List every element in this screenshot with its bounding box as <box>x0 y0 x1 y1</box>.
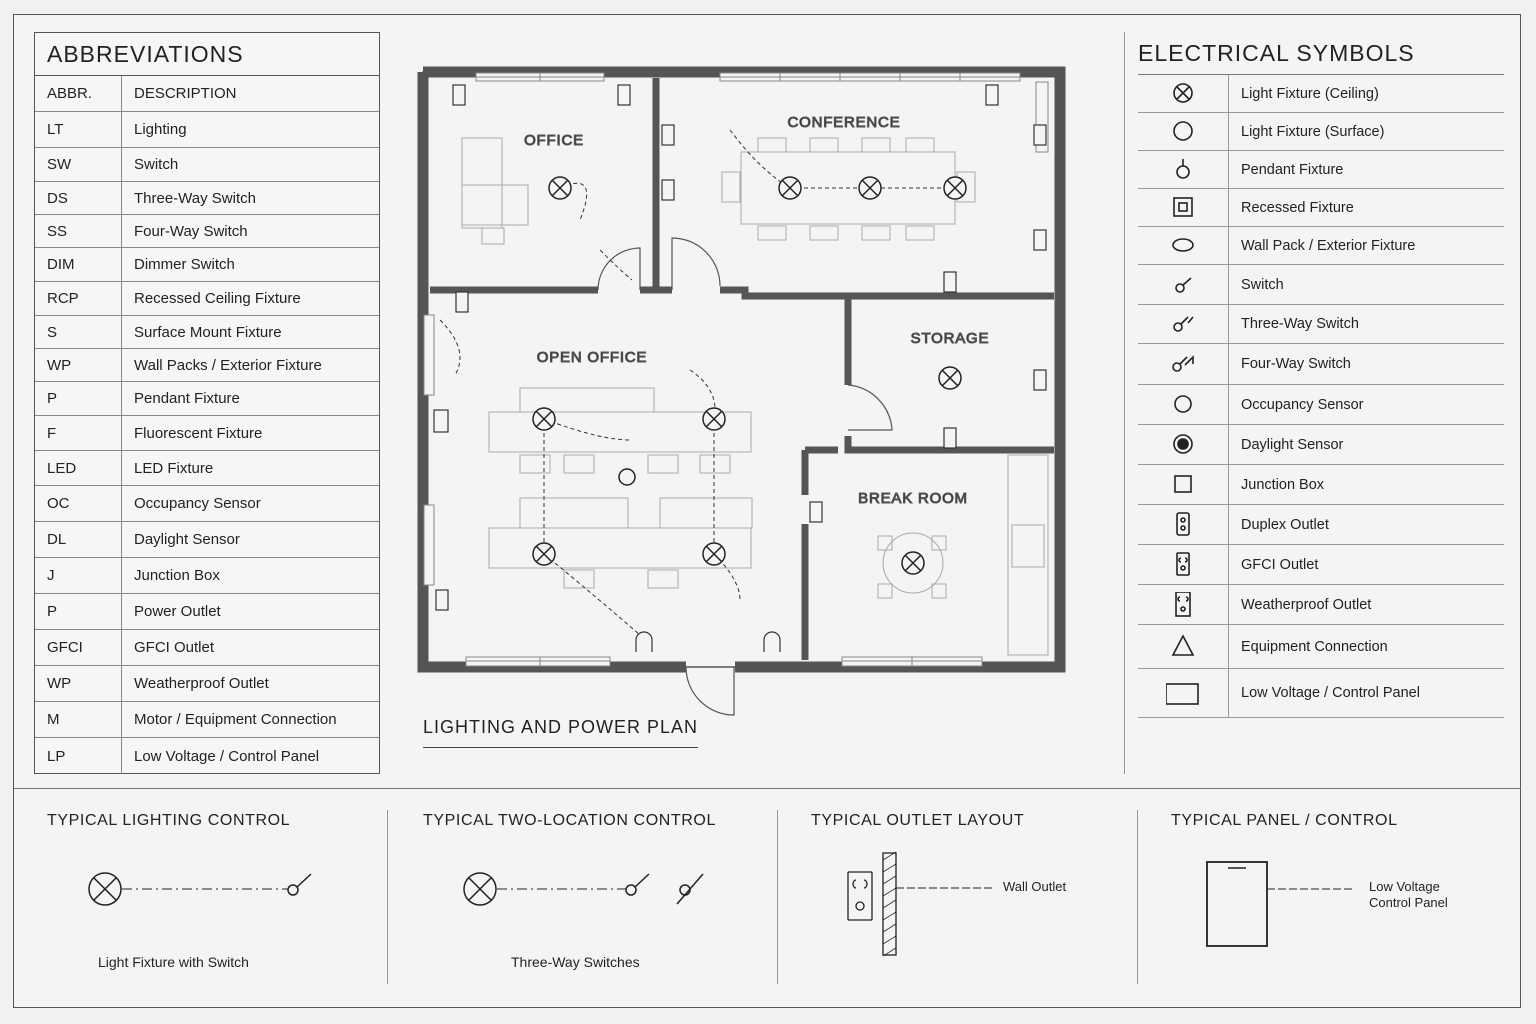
abbr-description: Weatherproof Outlet <box>134 675 269 692</box>
symbol-label: Weatherproof Outlet <box>1241 596 1372 613</box>
abbr-description: Motor / Equipment Connection <box>134 711 337 728</box>
room-label-office: OFFICE <box>524 132 584 149</box>
plan-title: LIGHTING AND POWER PLAN <box>423 717 698 748</box>
detail-title-two-location: TYPICAL TWO-LOCATION CONTROL <box>423 812 716 829</box>
abbr-code: OC <box>35 486 122 521</box>
duplex-outlet <box>456 292 468 312</box>
abbr-code: GFCI <box>35 630 122 665</box>
symbol-label: Three-Way Switch <box>1241 316 1359 332</box>
room-label-conference: CONFERENCE <box>787 114 901 131</box>
symbol-label: Duplex Outlet <box>1241 516 1329 533</box>
abbr-description: Junction Box <box>134 567 220 584</box>
abbr-description: Surface Mount Fixture <box>134 323 282 341</box>
light-fixture <box>859 177 881 199</box>
detail-two-location-control <box>464 873 703 905</box>
symbol-label: Daylight Sensor <box>1241 436 1344 453</box>
abbr-description: Wall Packs / Exterior Fixture <box>134 356 322 374</box>
duplex-outlet <box>662 180 674 200</box>
duplex-outlet <box>810 502 822 522</box>
symbol-label: Light Fixture (Ceiling) <box>1241 85 1379 102</box>
duplex-outlet <box>944 428 956 448</box>
abbr-description: GFCI Outlet <box>134 639 215 656</box>
abbr-description: Fluorescent Fixture <box>134 424 263 442</box>
abbr-code: F <box>35 416 122 450</box>
abbr-description: Pendant Fixture <box>134 390 240 407</box>
duplex-outlet <box>436 590 448 610</box>
interior-walls <box>430 78 1054 660</box>
symbol-label: Recessed Fixture <box>1241 199 1354 216</box>
detail-caption-two-location: Three-Way Switches <box>511 954 640 970</box>
abbr-code: DS <box>35 182 122 214</box>
light-fixture <box>703 408 725 430</box>
detail-caption-outlet: Wall Outlet <box>1003 879 1067 894</box>
abbr-code: P <box>35 382 122 415</box>
furniture <box>462 138 1048 655</box>
symbol-label: Low Voltage / Control Panel <box>1241 685 1420 701</box>
abbr-header: ABBR. <box>35 76 122 111</box>
abbr-code: RCP <box>35 282 122 315</box>
symbol-label: GFCI Outlet <box>1241 556 1319 573</box>
symbol-label: Switch <box>1241 276 1284 293</box>
abbr-code: SW <box>35 148 122 181</box>
three-way-switch-icon <box>626 885 636 895</box>
light-fixture <box>779 177 801 199</box>
abbr-description: Recessed Ceiling Fixture <box>134 290 301 307</box>
abbr-description: Daylight Sensor <box>134 531 240 548</box>
duplex-outlet <box>618 85 630 105</box>
abbr-code: LED <box>35 451 122 485</box>
abbr-description: Switch <box>134 156 179 173</box>
duplex-outlet <box>986 85 998 105</box>
detail-outlet-layout <box>848 852 992 956</box>
abbr-description: Low Voltage / Control Panel <box>134 747 320 765</box>
light-fixture <box>902 552 924 574</box>
abbr-code: DL <box>35 522 122 557</box>
abbr-description: Occupancy Sensor <box>134 495 261 512</box>
control-panel-icon <box>1207 862 1267 946</box>
switch-icon <box>288 885 298 895</box>
floor-box <box>764 632 780 652</box>
abbr-description: Dimmer Switch <box>134 256 235 273</box>
abbreviations-title: ABBREVIATIONS <box>35 33 379 76</box>
detail-panel-control <box>1207 862 1355 946</box>
duplex-outlet <box>1034 125 1046 145</box>
symbol-label: Light Fixture (Surface) <box>1241 123 1385 140</box>
description-header: DESCRIPTION <box>134 85 237 102</box>
detail-caption-panel-line2: Control Panel <box>1369 895 1448 910</box>
light-fixture <box>549 177 571 199</box>
ceiling-light-fixtures <box>533 177 966 574</box>
symbol-label: Occupancy Sensor <box>1241 396 1364 413</box>
detail-caption-panel-line1: Low Voltage <box>1369 879 1440 894</box>
gfci-outlet <box>434 410 448 432</box>
abbr-code: SS <box>35 215 122 247</box>
abbr-code: M <box>35 702 122 737</box>
light-fixture <box>944 177 966 199</box>
duplex-outlet <box>1034 230 1046 250</box>
abbr-code: S <box>35 316 122 348</box>
abbr-description: LED Fixture <box>134 459 214 477</box>
symbols-title: ELECTRICAL SYMBOLS <box>1138 32 1504 75</box>
symbol-label: Wall Pack / Exterior Fixture <box>1241 237 1416 254</box>
abbr-code: DIM <box>35 248 122 281</box>
room-label-open-office: OPEN OFFICE <box>536 349 648 366</box>
abbr-code: LP <box>35 738 122 774</box>
detail-title-lighting: TYPICAL LIGHTING CONTROL <box>47 812 291 829</box>
duplex-outlet-icon <box>848 872 872 920</box>
duplex-outlet <box>1034 370 1046 390</box>
floor-box <box>636 632 652 652</box>
symbol-label: Equipment Connection <box>1241 638 1388 655</box>
abbr-code: J <box>35 558 122 593</box>
symbol-label: Junction Box <box>1241 476 1325 493</box>
symbol-label: Pendant Fixture <box>1241 161 1344 178</box>
circuit-lines <box>440 130 955 635</box>
duplex-outlet <box>453 85 465 105</box>
abbr-description: Four-Way Switch <box>134 222 248 240</box>
abbr-code: P <box>35 594 122 629</box>
light-fixture <box>533 408 555 430</box>
abbr-description: Three-Way Switch <box>134 189 256 207</box>
light-fixture <box>703 543 725 565</box>
light-fixture <box>533 543 555 565</box>
surface-fixture <box>619 469 635 485</box>
symbol-label: Four-Way Switch <box>1241 356 1351 372</box>
detail-title-outlet: TYPICAL OUTLET LAYOUT <box>811 812 1025 829</box>
light-fixture <box>939 367 961 389</box>
abbr-code: WP <box>35 349 122 381</box>
abbr-code: LT <box>35 112 122 147</box>
abbr-description: Power Outlet <box>134 603 221 620</box>
room-label-storage: STORAGE <box>910 330 990 347</box>
detail-title-panel: TYPICAL PANEL / CONTROL <box>1171 812 1398 829</box>
duplex-outlet <box>944 272 956 292</box>
abbr-code: WP <box>35 666 122 701</box>
room-label-break-room: BREAK ROOM <box>858 490 968 507</box>
abbr-description: Lighting <box>134 121 187 138</box>
duplex-outlet <box>662 125 674 145</box>
detail-caption-lighting: Light Fixture with Switch <box>98 954 249 970</box>
detail-lighting-control <box>89 873 311 905</box>
